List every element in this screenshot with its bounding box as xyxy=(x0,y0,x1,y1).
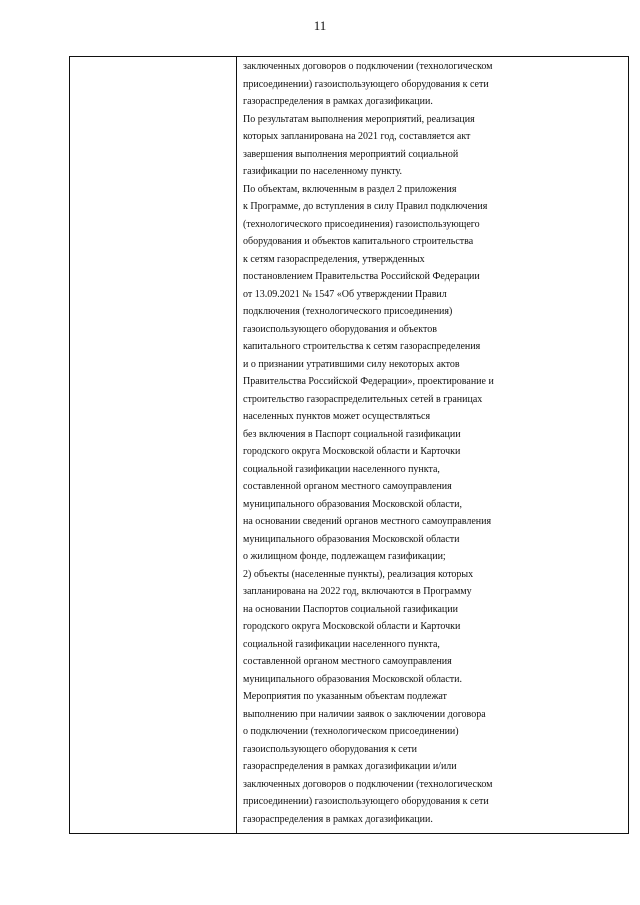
body-text-line: присоединении) газоиспользующего оборудования к сети xyxy=(243,796,489,807)
table-right-column xyxy=(237,58,626,833)
body-text-line: капитального строительства к сетям газораспределения xyxy=(243,341,481,352)
body-text-line: на основании сведений органов местного самоуправления xyxy=(243,516,492,527)
body-text-line: заключенных договоров о подключении (технологическом xyxy=(243,778,493,790)
body-text-line: городского округа Московской области и Карточки xyxy=(243,446,461,457)
body-text-line: присоединении) газоиспользующего оборудования к сети xyxy=(243,78,489,90)
body-text-line: муниципального образования Московской области, xyxy=(243,498,463,510)
body-text-line: которых запланирована на 2021 год, составляется акт xyxy=(243,131,471,142)
body-text-line: населенных пунктов может осуществляться xyxy=(243,411,431,422)
body-text-line: Мероприятия по указанным объектам подлежат xyxy=(243,691,447,702)
body-text-line: социальной газификации населенного пункта, xyxy=(243,638,440,650)
body-text-line: социальной газификации населенного пункта, xyxy=(243,463,440,475)
body-text-line: о подключении (технологическом присоединении) xyxy=(243,726,459,737)
body-text-line: выполнению при наличии заявок о заключении договора xyxy=(243,708,486,720)
body-text-line: на основании Паспортов социальной газификации xyxy=(243,603,458,615)
body-text-line: от 13.09.2021 № 1547 «Об утверждении Правил xyxy=(243,288,447,300)
body-text-line: о жилищном фонде, подлежащем газификации; xyxy=(243,551,446,562)
body-text-line: заключенных договоров о подключении (технологическом xyxy=(243,61,493,72)
body-text-line: постановлением Правительства Российской Федерации xyxy=(243,271,480,282)
body-text-line: к Программе, до вступления в силу Правил подключения xyxy=(243,201,488,212)
body-text-line: газораспределения в рамках догазификации. xyxy=(243,813,433,825)
body-text-line: газификации по населенному пункту. xyxy=(243,166,402,177)
body-text-line: муниципального образования Московской области xyxy=(243,533,460,545)
document-table xyxy=(69,56,629,834)
body-text-line: газоиспользующего оборудования к сети xyxy=(243,743,418,755)
body-text-line: оборудования и объектов капитального строительства xyxy=(243,236,474,247)
table-left-column xyxy=(70,57,237,833)
body-text-line: газораспределения в рамках догазификации. xyxy=(243,96,433,107)
body-text-line: газораспределения в рамках догазификации и/или xyxy=(243,761,457,772)
body-text-line: строительство газораспределительных сетей в границах xyxy=(243,393,483,405)
body-text-line: По объектам, включенным в раздел 2 приложения xyxy=(243,183,457,195)
body-text-line: запланирована на 2022 год, включаются в Программу xyxy=(243,586,472,597)
body-text-line: и о признании утратившими силу некоторых актов xyxy=(243,358,460,370)
page-number: 11 xyxy=(313,18,327,33)
body-text-line: к сетям газораспределения, утвержденных xyxy=(243,253,425,265)
body-text-line: газоиспользующего оборудования и объектов xyxy=(243,323,437,335)
body-text-line: 2) объекты (населенные пункты), реализация которых xyxy=(243,568,474,580)
body-text-line: городского округа Московской области и Карточки xyxy=(243,621,461,632)
body-text-line: Правительства Российской Федерации», проектирование и xyxy=(243,376,494,387)
body-text-line: По результатам выполнения мероприятий, реализация xyxy=(243,113,475,125)
body-text-line: завершения выполнения мероприятий социальной xyxy=(243,148,459,160)
body-text-line: без включения в Паспорт социальной газификации xyxy=(243,428,461,440)
body-text-line: муниципального образования Московской области. xyxy=(243,673,463,685)
body-text-line: составленной органом местного самоуправления xyxy=(243,481,452,492)
body-text-line: составленной органом местного самоуправления xyxy=(243,656,452,667)
body-text-line: (технологического присоединения) газоиспользующего xyxy=(243,218,480,230)
body-text-line: подключения (технологического присоединения) xyxy=(243,306,453,317)
